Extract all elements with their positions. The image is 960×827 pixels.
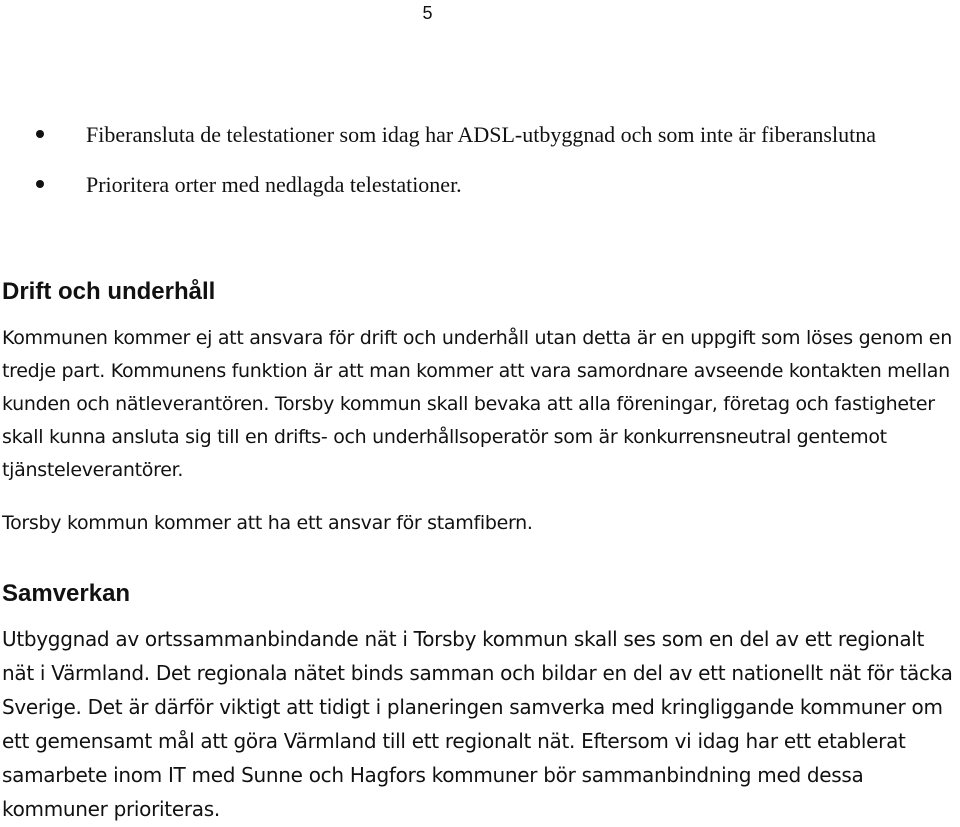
section-heading-samverkan: Samverkan [2,580,131,607]
bullet-icon [36,180,44,188]
paragraph-samverkan: Utbyggnad av ortssammanbindande nät i Torsby kommun skall ses som en del av ett regionalt nät i Värmland. Det regionala nätet binds samman och bildar en del av ett nationellt nät för täcka Sverige. Det är därför viktigt att tidigt i planeringen samverka med kringliggande kommuner om ett gemensamt mål att göra Värmland till ett regionalt nät. Eftersom vi idag har ett etablerat samarbete inom IT med Sunne och Hagfors kommuner bör sammanbindning med dessa kommuner prioriteras. [2,627,953,821]
bullet-text: Prioritera orter med nedlagda telestationer. [86,172,462,197]
list-item [0,118,955,152]
list-item [0,168,955,202]
paragraph-drift: Kommunen kommer ej att ansvara för drift och underhåll utan detta är en uppgift som löses genom en tredje part. Kommunens funktion är att man kommer att vara samordnare avseende kontakten mellan kunden och nätleverantören. Torsby kommun skall bevaka att alla föreningar, företag och fastigheter skall kunna ansluta sig till en drifts- och underhållsoperatör som är konkurrensneutral gentemot tjänsteleverantörer. [2,327,952,481]
bullet-icon [36,130,44,138]
paragraph-stamfiber: Torsby kommun kommer att ha ett ansvar för stamfibern. [2,512,533,534]
section-heading-drift: Drift och underhåll [2,278,216,305]
bullet-text: Fiberansluta de telestationer som idag har ADSL-utbyggnad och som inte är fiberanslutna [86,122,876,147]
page-number: 5 [422,3,433,23]
bullet-list [0,118,955,218]
